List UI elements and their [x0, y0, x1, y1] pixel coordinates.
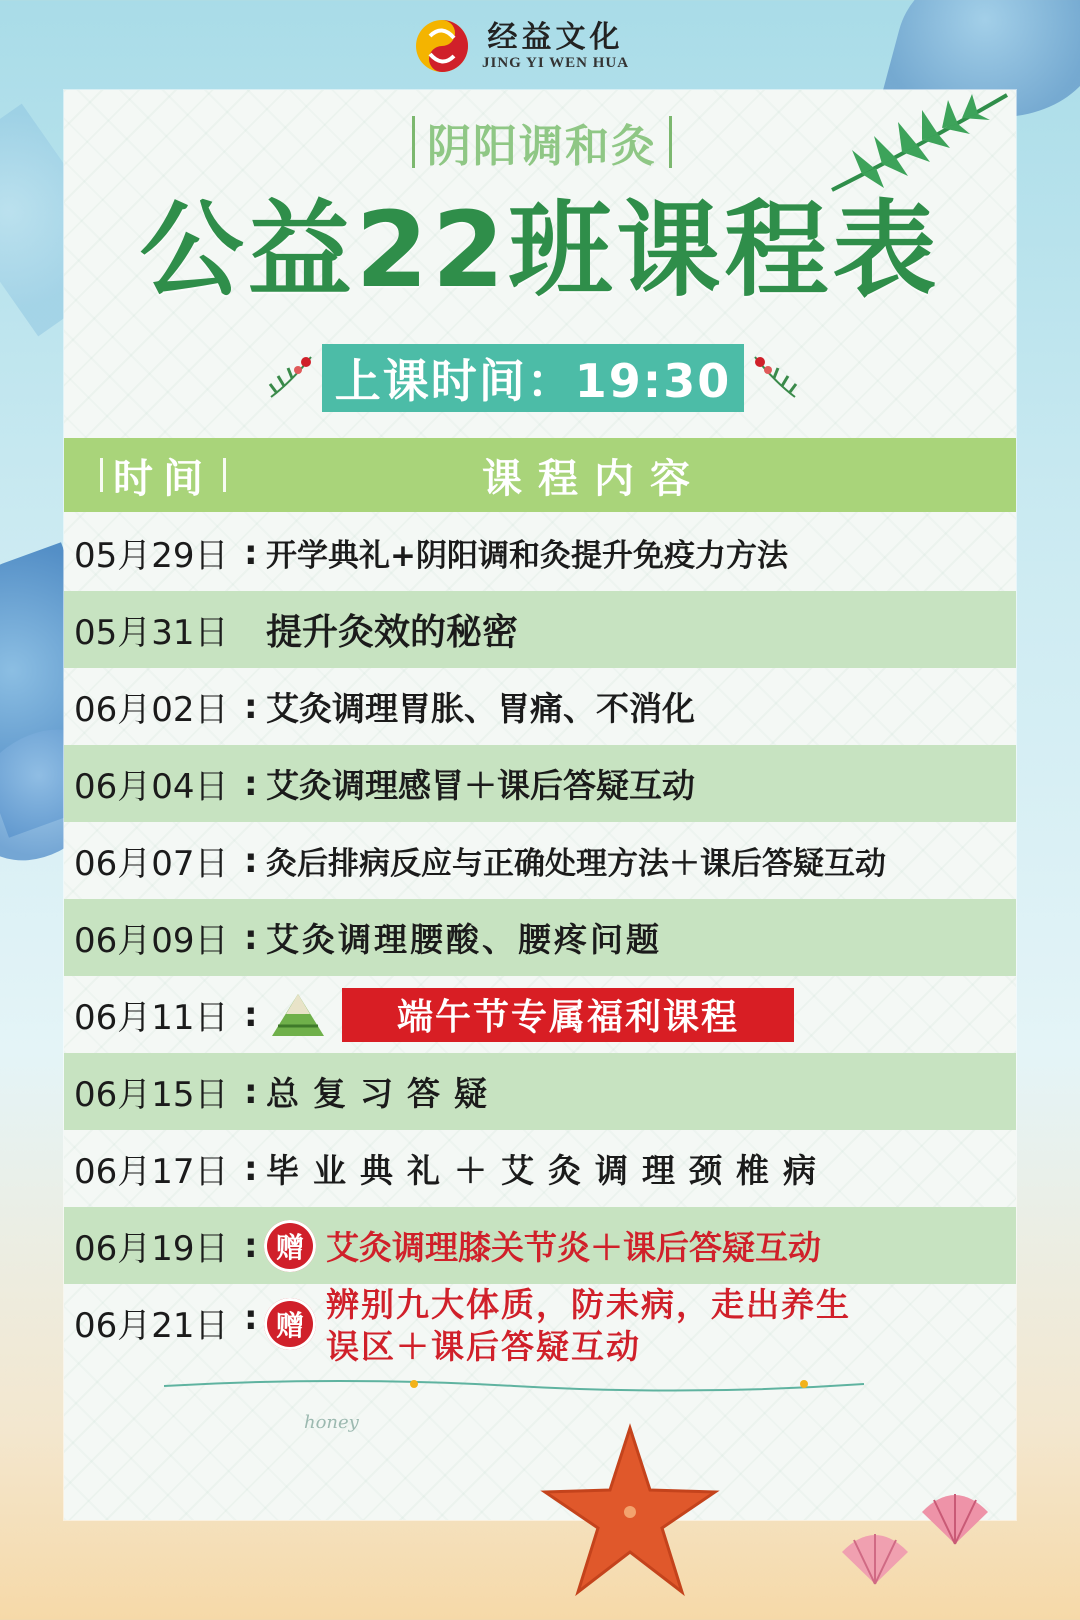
table-header	[64, 438, 1016, 512]
row-date: 06月15日	[74, 1075, 229, 1115]
schedule-row: 06月19日 : 赠 艾灸调理膝关节炎＋课后答疑互动	[64, 1207, 1016, 1284]
schedule-row: 06月07日 : 灸后排病反应与正确处理方法＋课后答疑互动	[64, 822, 1016, 899]
schedule-card	[64, 90, 1016, 1520]
schedule-row: 06月17日 : 毕业典礼＋艾灸调理颈椎病	[64, 1130, 1016, 1207]
row-topic-line: 辨别九大体质，防未病，走出养生	[326, 1285, 851, 1324]
subtitle-group	[392, 112, 692, 172]
festival-badge: 端午节专属福利课程	[342, 988, 794, 1042]
subtitle: 阴阳调和灸	[427, 121, 657, 172]
signature: honey	[304, 1412, 359, 1433]
row-topic: 艾灸调理感冒＋课后答疑互动	[266, 766, 695, 805]
row-topic-line: 误区＋课后答疑互动	[326, 1327, 641, 1366]
schedule-list	[64, 514, 1016, 1384]
class-time-banner: 上课时间：19:30	[322, 344, 744, 412]
header-time-label: 时间	[113, 455, 213, 502]
schedule-row: 06月04日 : 艾灸调理感冒＋课后答疑互动	[64, 745, 1016, 822]
row-topic: 提升灸效的秘密	[266, 612, 519, 653]
palm-leaf-icon	[822, 90, 1012, 200]
schedule-row: 06月02日 : 艾灸调理胃胀、胃痛、不消化	[64, 668, 1016, 745]
seashell-icon	[920, 1490, 990, 1546]
divider	[669, 116, 672, 168]
row-topic: 总复习答疑	[266, 1074, 501, 1113]
header-time	[90, 438, 236, 512]
row-date: 06月17日	[74, 1152, 229, 1192]
row-date: 06月09日	[74, 921, 229, 961]
row-date: 05月29日	[74, 536, 229, 576]
schedule-row: 06月09日 : 艾灸调理腰酸、腰疼问题	[64, 899, 1016, 976]
schedule-row: 05月29日 : 开学典礼+阴阳调和灸提升免疫力方法	[64, 514, 1016, 591]
header-content-label: 课程内容	[482, 455, 706, 502]
logo-mark-icon	[412, 16, 472, 76]
schedule-row: 06月15日 : 总复习答疑	[64, 1053, 1016, 1130]
row-date: 06月02日	[74, 690, 229, 730]
starfish-icon	[540, 1420, 720, 1600]
row-topic: 艾灸调理腰酸、腰疼问题	[266, 920, 662, 959]
gift-badge: 赠	[264, 1298, 316, 1350]
schedule-row	[64, 591, 1016, 668]
decorative-line	[164, 1374, 864, 1394]
row-topic: 灸后排病反应与正确处理方法＋课后答疑互动	[266, 846, 886, 882]
page-title: 公益22班课程表	[139, 189, 941, 311]
row-topic: 毕业典礼＋艾灸调理颈椎病	[266, 1151, 830, 1190]
row-date: 06月04日	[74, 767, 229, 807]
flower-decoration-icon	[266, 352, 316, 402]
row-topic	[326, 1284, 851, 1368]
gift-badge: 赠	[264, 1220, 316, 1272]
brand-logo	[412, 14, 629, 78]
flower-decoration-icon	[750, 352, 800, 402]
row-date: 06月19日	[74, 1229, 229, 1269]
row-date: 06月21日	[74, 1306, 229, 1346]
logo-name-cn: 经益文化	[487, 19, 624, 55]
schedule-row: 06月21日 : 赠 辨别九大体质，防未病，走出养生 误区＋课后答疑互动	[74, 1285, 851, 1366]
seashell-icon	[840, 1530, 910, 1586]
row-topic: 艾灸调理胃胀、胃痛、不消化	[266, 689, 695, 728]
row-date: 06月07日	[74, 844, 229, 884]
row-topic: 开学典礼+阴阳调和灸提升免疫力方法	[266, 538, 788, 574]
row-date: 06月11日	[74, 998, 229, 1038]
row-date: 05月31日	[74, 613, 229, 653]
logo-name-en: JING YI WEN HUA	[482, 54, 630, 71]
zongzi-icon	[268, 990, 328, 1040]
row-topic: 艾灸调理膝关节炎＋课后答疑互动	[326, 1228, 821, 1267]
schedule-row: 06月11日 : 端午节专属福利课程	[64, 976, 1016, 1053]
